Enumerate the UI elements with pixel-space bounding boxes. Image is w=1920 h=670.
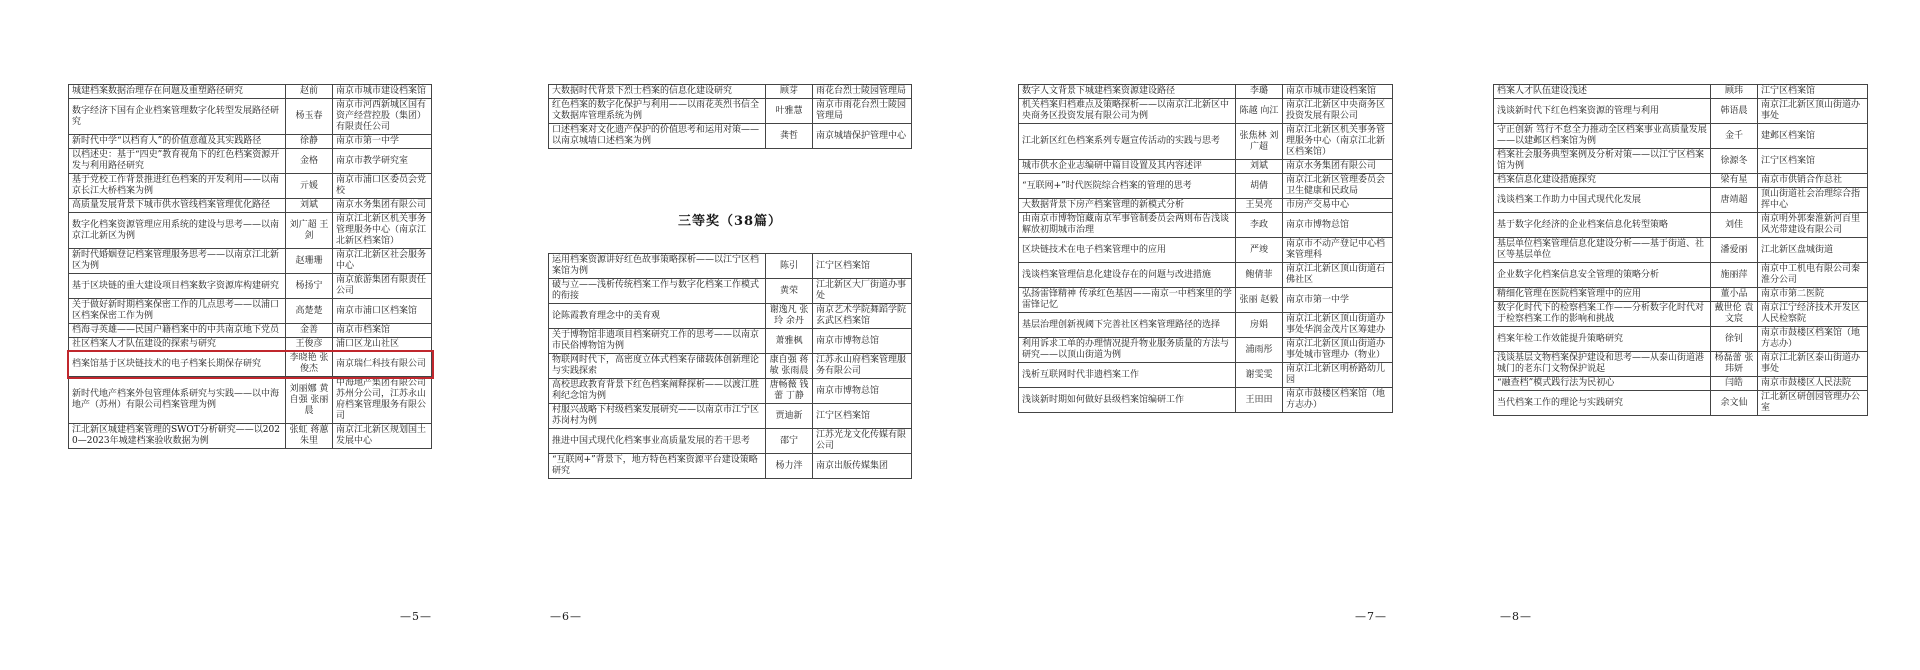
author-unit: 南京江北新区中央商务区投资发展有限公司 (1283, 99, 1393, 124)
table-row (549, 124, 912, 149)
author-name: 叶雅慧 (766, 99, 813, 124)
table-row (69, 324, 432, 338)
author-name: 王昊亮 (1236, 199, 1283, 213)
author-unit: 南京城墙保护管理中心 (813, 124, 912, 149)
paper-title: 数字人文背景下城建档案资源建设路径 (1019, 85, 1236, 99)
table-row (549, 379, 912, 404)
paper-title: 数字化档案资源管理应用系统的建设与思考——以南京江北新区为例 (69, 213, 286, 249)
author-unit: 雨花台烈士陵园管理局 (813, 85, 912, 99)
author-name: 贾迪新 (766, 404, 813, 429)
author-unit: 浦口区龙山社区 (333, 338, 432, 352)
table-row (1019, 199, 1393, 213)
table-row (1494, 124, 1868, 149)
author-name: 唐靖超 (1711, 188, 1758, 213)
table-row (1019, 338, 1393, 363)
table-row (1019, 263, 1393, 288)
author-name: 张丽 赵毅 (1236, 288, 1283, 313)
author-name: 刘斌 (1236, 160, 1283, 174)
table-row (1019, 160, 1393, 174)
author-name: 刘佳 (1711, 213, 1758, 238)
paper-title: 江北新区红色档案系列专题宣传活动的实践与思考 (1019, 124, 1236, 160)
table-row (1494, 352, 1868, 377)
author-unit: 南京市浦口区委员会党校 (333, 174, 432, 199)
table-row (1494, 99, 1868, 124)
paper-title: 当代档案工作的理论与实践研究 (1494, 391, 1711, 416)
author-name: 梁有星 (1711, 174, 1758, 188)
author-name: 金善 (286, 324, 333, 338)
author-unit: 南京江北新区顶山街道石佛社区 (1283, 263, 1393, 288)
paper-title: 高校思政教育背景下红色档案阐释探析——以渡江胜利纪念馆为例 (549, 379, 766, 404)
author-unit: 江苏永山府档案管理服务有限公司 (813, 354, 912, 379)
author-unit: 南京瑞仁科技有限公司 (333, 352, 432, 377)
author-unit: 南京江北新区泰山街道办事处 (1758, 352, 1868, 377)
table-row (1494, 238, 1868, 263)
author-name: 金格 (286, 149, 333, 174)
paper-title: 基层单位档案管理信息化建设分析——基于街道、社区等基层单位 (1494, 238, 1711, 263)
author-unit: 中海地产集团有限公司苏州分公司，江苏永山府档案管理服务有限公司 (333, 377, 432, 424)
table-row (1019, 213, 1393, 238)
table-row (69, 199, 432, 213)
table-row (1494, 149, 1868, 174)
author-unit: 南京江北新区机关事务管理服务中心（南京江北新区档案馆） (333, 213, 432, 249)
author-name: 杨磊蕾 张玮妍 (1711, 352, 1758, 377)
document-page-5 (60, 0, 440, 670)
author-name: 徐静 (286, 135, 333, 149)
table-row (1494, 327, 1868, 352)
author-unit: 南京市不动产登记中心档案管理科 (1283, 238, 1393, 263)
author-name: 李璐 (1236, 85, 1283, 99)
author-unit: 南京江北新区规划国土发展中心 (333, 424, 432, 449)
table-row (549, 254, 912, 279)
author-unit: 南京市博物总馆 (813, 329, 912, 354)
author-name: 董小品 (1711, 288, 1758, 302)
paper-title: 守正创新 笃行不怠全力推动全区档案事业高质量发展——以建邺区档案馆为例 (1494, 124, 1711, 149)
author-name: 赵珊珊 (286, 249, 333, 274)
paper-title: 由南京市博物馆藏南京军事管制委员会两则布告浅谈解放初期城市治理 (1019, 213, 1236, 238)
author-unit: 南京市第一中学 (333, 135, 432, 149)
table-row (549, 304, 912, 329)
table-row (69, 299, 432, 324)
paper-title: 档案年检工作效能提升策略研究 (1494, 327, 1711, 352)
page-number: —7— (1355, 610, 1387, 623)
author-name: 赵前 (286, 85, 333, 99)
author-unit: 南京江北新区明桥路幼儿园 (1283, 363, 1393, 388)
author-name: 唐畅薇 钱蕾 丁静 (766, 379, 813, 404)
author-unit: 南京中工机电有限公司秦淮分公司 (1758, 263, 1868, 288)
author-unit: 南京水务集团有限公司 (333, 199, 432, 213)
paper-title: 口述档案对文化遗产保护的价值思考和运用对策——以南京城墙口述档案为例 (549, 124, 766, 149)
table-row (1019, 363, 1393, 388)
table-row (1494, 288, 1868, 302)
table-row (1494, 85, 1868, 99)
table-row (549, 354, 912, 379)
author-unit: 南京艺术学院舞蹈学院玄武区档案馆 (813, 304, 912, 329)
author-name: 陈越 向江 (1236, 99, 1283, 124)
author-name: 浦雨彤 (1236, 338, 1283, 363)
author-name: 高楚楚 (286, 299, 333, 324)
paper-title: “融查档”模式践行法为民初心 (1494, 377, 1711, 391)
author-name: 张焦林 刘广超 (1236, 124, 1283, 160)
author-name: 黄荣 (766, 279, 813, 304)
document-page-6 (540, 0, 920, 670)
table-row (1019, 313, 1393, 338)
paper-title: 江北新区城建档案管理的SWOT分析研究——以2020—2023年城建档案验收数据为例 (69, 424, 286, 449)
table-row (69, 249, 432, 274)
award-table (1018, 84, 1393, 413)
paper-title: 机关档案归档难点及策略探析——以南京江北新区中央商务区投资发展有限公司为例 (1019, 99, 1236, 124)
author-unit: 南京水务集团有限公司 (1283, 160, 1393, 174)
author-unit: 南京市第一中学 (1283, 288, 1393, 313)
paper-title: 基层治理创新视阈下完善社区档案管理路径的选择 (1019, 313, 1236, 338)
paper-title: 大数据背景下房产档案管理的新模式分析 (1019, 199, 1236, 213)
table-row (69, 174, 432, 199)
author-unit: 南京江宁经济技术开发区人民检察院 (1758, 302, 1868, 327)
paper-title: 城建档案数据治理存在问题及重塑路径研究 (69, 85, 286, 99)
paper-title: 新时代婚姻登记档案管理服务思考——以南京江北新区为例 (69, 249, 286, 274)
table-row (1019, 174, 1393, 199)
author-unit: 南京市第二医院 (1758, 288, 1868, 302)
author-unit: 市房产交易中心 (1283, 199, 1393, 213)
author-unit: 南京市浦口区档案馆 (333, 299, 432, 324)
paper-title: 基于党校工作背景推进红色档案的开发利用——以南京长江大桥档案为例 (69, 174, 286, 199)
author-name: 徐钊 (1711, 327, 1758, 352)
table-row (549, 85, 912, 99)
author-unit: 顶山街道社会治理综合指挥中心 (1758, 188, 1868, 213)
paper-title: 浅谈档案工作助力中国式现代化发展 (1494, 188, 1711, 213)
author-name: 鲍倩菲 (1236, 263, 1283, 288)
paper-title: 档案人才队伍建设浅述 (1494, 85, 1711, 99)
paper-title: 高质量发展背景下城市供水管线档案管理优化路径 (69, 199, 286, 213)
paper-title: 基于数字化经济的企业档案信息化转型策略 (1494, 213, 1711, 238)
table-row (69, 85, 432, 99)
author-name: 谢逸凡 张玲 余丹 (766, 304, 813, 329)
paper-title: 精细化管理在医院档案管理中的应用 (1494, 288, 1711, 302)
author-name: 严竣 (1236, 238, 1283, 263)
paper-title: 弘扬雷锋精神 传承红色基因——南京一中档案里的学雷锋记忆 (1019, 288, 1236, 313)
paper-title: 关于博物馆非遗项目档案研究工作的思考——以南京市民俗博物馆为例 (549, 329, 766, 354)
author-unit: 南京市鼓楼区档案馆（地方志办） (1283, 388, 1393, 413)
author-name: 刘斌 (286, 199, 333, 213)
paper-title: “互联网+”时代医院综合档案的管理的思考 (1019, 174, 1236, 199)
author-name: 顾芽 (766, 85, 813, 99)
author-name: 余文仙 (1711, 391, 1758, 416)
table-row (549, 329, 912, 354)
paper-title: 社区档案人才队伍建设的探索与研究 (69, 338, 286, 352)
table-row (1494, 377, 1868, 391)
author-unit: 江宁区档案馆 (1758, 85, 1868, 99)
paper-title: 浅谈档案管理信息化建设存在的问题与改进措施 (1019, 263, 1236, 288)
paper-title: 数字经济下国有企业档案管理数字化转型发展路径研究 (69, 99, 286, 135)
author-name: 金千 (1711, 124, 1758, 149)
author-unit: 南京市城市建设档案馆 (1283, 85, 1393, 99)
author-name: 谢雯雯 (1236, 363, 1283, 388)
author-name: 房娟 (1236, 313, 1283, 338)
award-table-second-prize-continued (548, 84, 912, 149)
table-row (549, 429, 912, 454)
paper-title: 关于做好新时期档案保密工作的几点思考——以浦口区档案保密工作为例 (69, 299, 286, 324)
document-page-8 (1490, 0, 1875, 670)
table-row (1019, 388, 1393, 413)
author-unit: 江苏光龙文化传媒有限公司 (813, 429, 912, 454)
paper-title: 大数据时代背景下烈士档案的信息化建设研究 (549, 85, 766, 99)
author-unit: 江北新区盘城街道 (1758, 238, 1868, 263)
table-row (1019, 99, 1393, 124)
author-name: 李晓艳 张俊杰 (286, 352, 333, 377)
paper-title: 区块链技术在电子档案管理中的应用 (1019, 238, 1236, 263)
table-row (69, 424, 432, 449)
page-number: —6— (550, 610, 582, 623)
author-unit: 南京市雨花台烈士陵园管理局 (813, 99, 912, 124)
author-unit: 南京市档案馆 (333, 324, 432, 338)
table-row (1019, 238, 1393, 263)
author-unit: 江北新区研创园管理办公室 (1758, 391, 1868, 416)
author-unit: 南京市河西新城区国有资产经营控股（集团）有限责任公司 (333, 99, 432, 135)
section-heading-third-prize: 三等奖（38篇） (677, 214, 783, 229)
table-row (549, 404, 912, 429)
award-table (1493, 84, 1868, 416)
author-unit: 南京市博物总馆 (1283, 213, 1393, 238)
author-unit: 南京市供销合作总社 (1758, 174, 1868, 188)
paper-title: 浅谈新时期如何做好县级档案馆编研工作 (1019, 388, 1236, 413)
author-name: 龚哲 (766, 124, 813, 149)
author-name: 闫皓 (1711, 377, 1758, 391)
paper-title: 以档述史：基于“四史”教育视角下的红色档案资源开发与利用路径研究 (69, 149, 286, 174)
author-name: 胡倩 (1236, 174, 1283, 199)
paper-title: “互联网+”背景下，地方特色档案资源平台建设策略研究 (549, 454, 766, 479)
author-unit: 南京市博物总馆 (813, 379, 912, 404)
table-row (69, 338, 432, 352)
author-name: 陈引 (766, 254, 813, 279)
table-row (69, 274, 432, 299)
table-row (69, 213, 432, 249)
author-name: 刘广超 王剑 (286, 213, 333, 249)
paper-title: 利用诉求工单的办理情况提升物业服务质量的方法与研究——以顶山街道为例 (1019, 338, 1236, 363)
author-name: 张虹 蒋蕙 朱里 (286, 424, 333, 449)
table-row (1494, 213, 1868, 238)
page-number: —8— (1500, 610, 1532, 623)
author-unit: 南京市鼓楼区档案馆（地方志办） (1758, 327, 1868, 352)
author-name: 杨玉春 (286, 99, 333, 135)
author-unit: 江宁区档案馆 (813, 254, 912, 279)
paper-title: 浅析互联网时代非遗档案工作 (1019, 363, 1236, 388)
author-name: 刘丽娜 黄自强 张丽晨 (286, 377, 333, 424)
award-table-third-prize (548, 253, 912, 479)
paper-title: 新时代中学“以档育人”的价值意蕴及其实践路径 (69, 135, 286, 149)
author-unit: 南京江北新区顶山街道办事处华润金茂片区筹建办 (1283, 313, 1393, 338)
paper-title: 档案馆基于区块链技术的电子档案长期保存研究 (69, 352, 286, 377)
author-name: 亓媛 (286, 174, 333, 199)
table-row-highlighted (69, 352, 432, 377)
paper-title: 破与立——浅析传统档案工作与数字化档案工作模式的衔接 (549, 279, 766, 304)
paper-title: 档案信息化建设措施探究 (1494, 174, 1711, 188)
paper-title: 档案社会服务典型案例及分析对策——以江宁区档案馆为例 (1494, 149, 1711, 174)
paper-title: 论陈霞教育理念中的美育观 (549, 304, 766, 329)
author-unit: 建邺区档案馆 (1758, 124, 1868, 149)
author-name: 施丽萍 (1711, 263, 1758, 288)
paper-title: 基于区块链的重大建设项目档案数字资源库构建研究 (69, 274, 286, 299)
author-name: 萧雅枫 (766, 329, 813, 354)
paper-title: 数字化时代下的检察档案工作——分析数字化时代对于检察档案工作的影响和挑战 (1494, 302, 1711, 327)
paper-title: 运用档案资源讲好红色故事策略探析——以江宁区档案馆为例 (549, 254, 766, 279)
author-unit: 江宁区档案馆 (1758, 149, 1868, 174)
author-unit: 南京明外郭秦淮新河百里风光带建设有限公司 (1758, 213, 1868, 238)
paper-title: 企业数字化档案信息安全管理的策略分析 (1494, 263, 1711, 288)
author-name: 康自强 蒋敏 张雨晨 (766, 354, 813, 379)
table-row (1019, 85, 1393, 99)
table-row (1494, 391, 1868, 416)
author-unit: 南京市教学研究室 (333, 149, 432, 174)
paper-title: 浅谈基层文物档案保护建设和思考——从泰山街道港城门的老东门文物保护说起 (1494, 352, 1711, 377)
table-row (1494, 174, 1868, 188)
table-row (1494, 188, 1868, 213)
author-name: 王俊彦 (286, 338, 333, 352)
table-row (1019, 124, 1393, 160)
author-name: 杨力泮 (766, 454, 813, 479)
author-unit: 南京市城市建设档案馆 (333, 85, 432, 99)
table-row (1494, 263, 1868, 288)
paper-title: 新时代地产档案外包管理体系研究与实践——以中海地产（苏州）有限公司档案管理为例 (69, 377, 286, 424)
paper-title: 城市供水企业志编研中篇目设置及其内容述评 (1019, 160, 1236, 174)
author-name: 王田田 (1236, 388, 1283, 413)
table-row (1494, 302, 1868, 327)
author-name: 李政 (1236, 213, 1283, 238)
author-unit: 南京出版传媒集团 (813, 454, 912, 479)
table-row (549, 99, 912, 124)
paper-title: 物联网时代下，高密度立体式档案存储载体创新理论与实践探索 (549, 354, 766, 379)
author-unit: 江北新区大厂街道办事处 (813, 279, 912, 304)
table-row (69, 377, 432, 424)
paper-title: 浅谈新时代下红色档案资源的管理与利用 (1494, 99, 1711, 124)
author-unit: 江宁区档案馆 (813, 404, 912, 429)
table-row (69, 135, 432, 149)
author-name: 邵宁 (766, 429, 813, 454)
table-row (69, 149, 432, 174)
table-row (549, 454, 912, 479)
author-name: 顾玮 (1711, 85, 1758, 99)
author-unit: 南京江北新区社会服务中心 (333, 249, 432, 274)
page-number: —5— (400, 610, 432, 623)
paper-title: 推进中国式现代化档案事业高质量发展的若干思考 (549, 429, 766, 454)
author-name: 戴世伦 袁文宸 (1711, 302, 1758, 327)
table-row (69, 99, 432, 135)
paper-title: 红色档案的数字化保护与利用——以雨花英烈书信全文数据库管理系统为例 (549, 99, 766, 124)
author-unit: 南京江北新区管理委员会卫生健康和民政局 (1283, 174, 1393, 199)
paper-title: 村服兴战略下村级档案发展研究——以南京市江宁区苏岗村为例 (549, 404, 766, 429)
author-unit: 南京江北新区顶山街道办事处城市管理办（物业） (1283, 338, 1393, 363)
author-name: 韩语晨 (1711, 99, 1758, 124)
award-table (68, 84, 432, 449)
author-name: 杨扬宁 (286, 274, 333, 299)
author-name: 徐源冬 (1711, 149, 1758, 174)
paper-title: 档海寻英雄——民国户籍档案中的中共南京地下党员 (69, 324, 286, 338)
author-unit: 南京市鼓楼区人民法院 (1758, 377, 1868, 391)
author-unit: 南京江北新区机关事务管理服务中心（南京江北新区档案馆） (1283, 124, 1393, 160)
author-name: 潘爱丽 (1711, 238, 1758, 263)
table-row (549, 279, 912, 304)
author-unit: 南京江北新区顶山街道办事处 (1758, 99, 1868, 124)
table-row (1019, 288, 1393, 313)
document-page-7 (1015, 0, 1400, 670)
author-unit: 南京旅游集团有限责任公司 (333, 274, 432, 299)
